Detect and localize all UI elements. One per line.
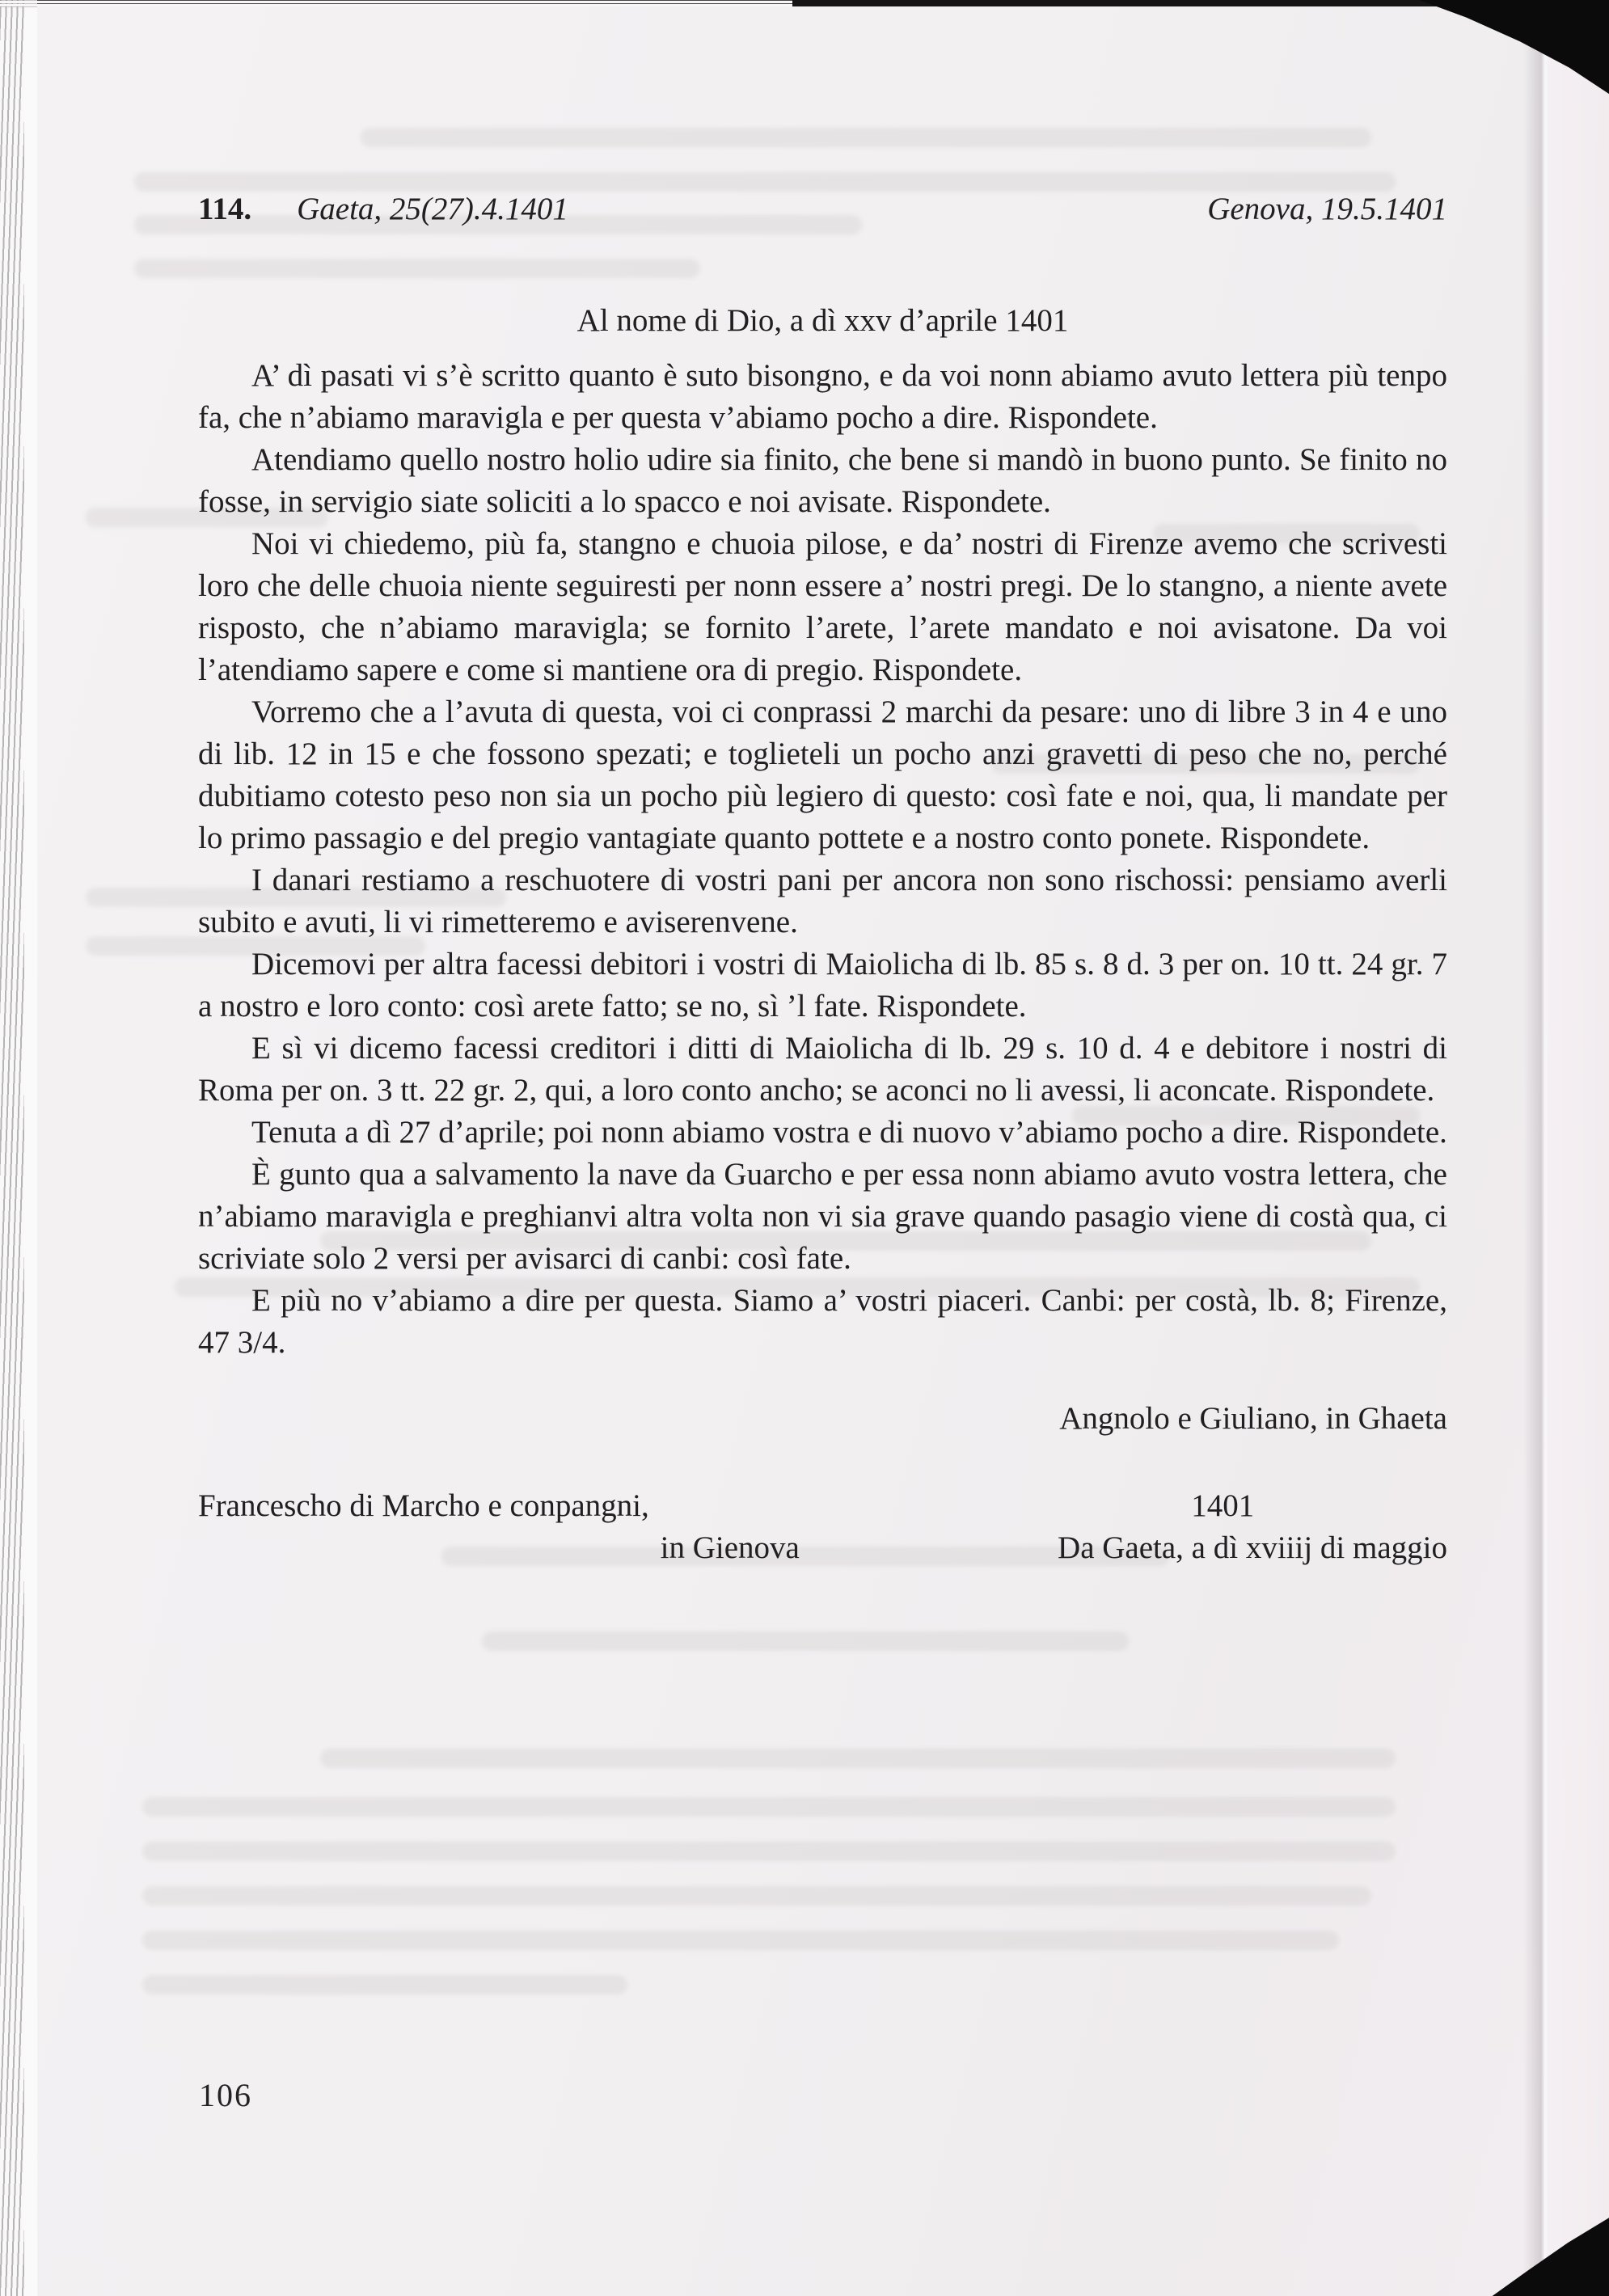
signature-row-2 xyxy=(198,1527,1447,1569)
letter-number: 114. xyxy=(198,192,252,226)
book-page xyxy=(37,6,1609,2296)
bleed-through-ghost xyxy=(142,1886,1371,1906)
paragraph: I danari restiamo a reschuotere di vostri pani per ancora non sono rischossi: pensiamo averli subito e avuti, li vi rimetteremo e aviserenvene. xyxy=(198,863,1447,939)
gutter-page-curve xyxy=(1548,6,1609,2296)
paragraph: È gunto qua a salvamento la nave da Guarcho e per essa nonn abiamo avuto vostra lettera, che n’abiamo maravigla e preghianvi altra volta non vi sia grave quando pasagio viene di costà qua, ci scriviate solo 2 versi per avisarci di canbi: così fate. xyxy=(198,1157,1447,1276)
signature-dateline: Da Gaeta, a dì xviiij di maggio xyxy=(1058,1530,1447,1565)
page-number: 106 xyxy=(199,2077,252,2113)
letter-text-block xyxy=(198,188,1447,1569)
bleed-through-ghost xyxy=(142,1842,1396,1861)
bleed-through-ghost xyxy=(320,1749,1396,1768)
bleed-through-ghost xyxy=(142,1975,627,1994)
bleed-through-ghost xyxy=(482,1631,1129,1651)
paragraph: E più no v’abiamo a dire per questa. Siamo a’ vostri piaceri. Canbi: per costà, lb. 8; Firenze, 47 3/4. xyxy=(198,1283,1447,1360)
letter-body xyxy=(198,355,1447,1364)
signature-year: 1401 xyxy=(1191,1488,1255,1523)
paragraph: Noi vi chiedemo, più fa, stangno e chuoia pilose, e da’ nostri di Firenze avemo che scrivesti loro che delle chuoia niente seguiresti per nonn essere a’ nostri pregi. De lo stangno, a niente avete risposto, che n’abiamo maravigla; se fornito l’arete, l’arete mandato e noi avisatone. Da voi l’atendiamo sapere e come si mantiene ora di pregio. Rispondete. xyxy=(198,526,1447,687)
signature-sender: Francescho di Marcho e conpangni, xyxy=(198,1488,649,1523)
signature-sender-city: in Gienova xyxy=(660,1530,800,1565)
signature-row-1 xyxy=(198,1485,1447,1527)
signature-recipient: Angnolo e Giuliano, in Ghaeta xyxy=(1059,1401,1447,1436)
page-edge-stack-left xyxy=(0,0,37,2296)
bleed-through-ghost xyxy=(142,1931,1339,1950)
paragraph: Vorremo che a l’avuta di questa, voi ci conprassi 2 marchi da pesare: uno di libre 3 in 4 e uno di lib. 12 in 15 e che fossono spezati; e toglieteli un pocho anzi gravetti di peso che no, perché dubitiamo cotesto peso non sia un pocho più legiero di questo: così fate e noi, qua, li mandate per lo primo passagio e del pregio vantagiate quanto pottete e a nostro conto ponete. Rispondete. xyxy=(198,694,1447,855)
bleed-through-ghost xyxy=(361,128,1371,147)
letter-header xyxy=(198,188,1447,230)
header-destination-date: Genova, 19.5.1401 xyxy=(1207,192,1447,226)
bleed-through-ghost xyxy=(142,1797,1396,1817)
paragraph: A’ dì pasati vi s’è scritto quanto è suto bisongno, e da voi nonn abiamo avuto lettera più tenpo fa, che n’abiamo maravigla e per questa v’abiamo pocho a dire. Rispondete. xyxy=(198,358,1447,435)
salutation-line: Al nome di Dio, a dì xxv d’aprile 1401 xyxy=(576,303,1069,338)
header-origin-date: Gaeta, 25(27).4.1401 xyxy=(297,192,568,226)
paragraph: Dicemovi per altra facessi debitori i vostri di Maiolicha di lb. 85 s. 8 d. 3 per on. 10 tt. 24 gr. 7 a nostro e loro conto: così arete fatto; se no, sì ’l fate. Rispondete. xyxy=(198,947,1447,1023)
paragraph: E sì vi dicemo facessi creditori i ditti di Maiolicha di lb. 29 s. 10 d. 4 e debitore i nostri di Roma per on. 3 tt. 22 gr. 2, qui, a loro conto ancho; se aconci no li avessi, li aconcate. Rispondete. xyxy=(198,1031,1447,1108)
paragraph: Atendiamo quello nostro holio udire sia finito, che bene si mandò in buono punto. Se finito no fosse, in servigio siate soliciti a lo spacco e noi avisate. Rispondete. xyxy=(198,442,1447,519)
paragraph: Tenuta a dì 27 d’aprile; poi nonn abiamo vostra e di nuovo v’abiamo pocho a dire. Rispondete. xyxy=(251,1115,1447,1150)
